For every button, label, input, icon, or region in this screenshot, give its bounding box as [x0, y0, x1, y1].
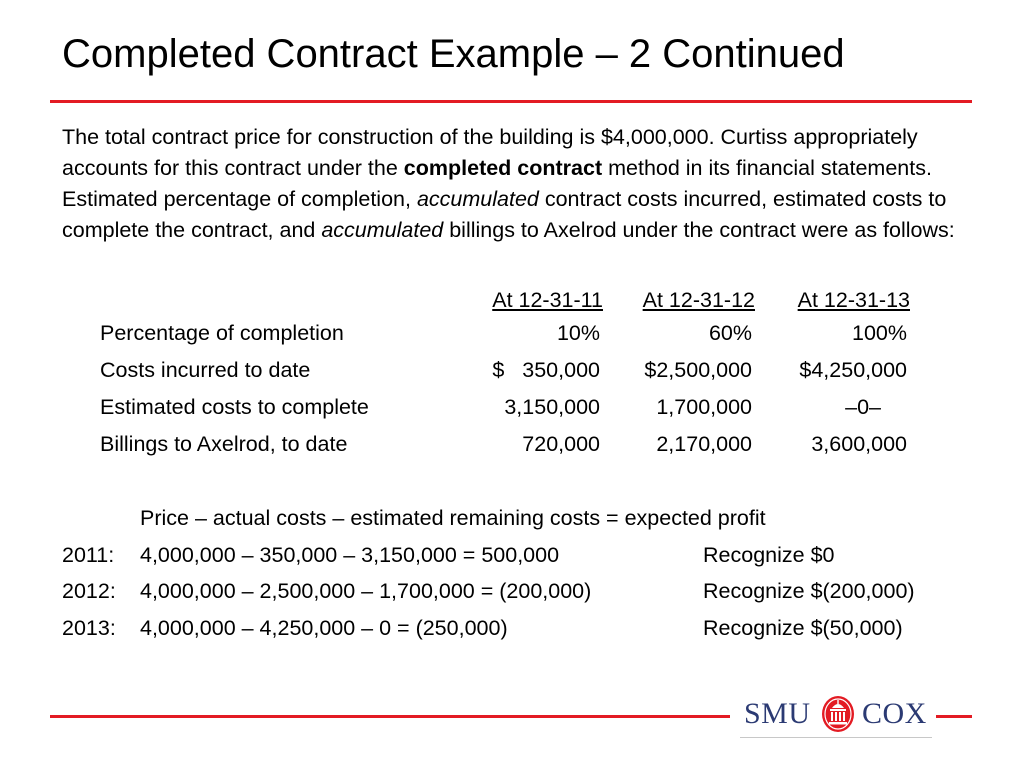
recognize-2013: Recognize $(50,000): [703, 616, 903, 640]
cell-percentage-2013: 100%: [852, 321, 907, 345]
cell-billings-2011: 720,000: [522, 432, 600, 456]
calc-2011: 4,000,000 – 350,000 – 3,150,000 = 500,000: [140, 543, 560, 567]
intro-text-3: contract costs incurred, estimated costs to complete the contract, and: [62, 187, 947, 242]
profit-formula: Price – actual costs – estimated remaining costs = expected profit: [140, 506, 766, 530]
year-label-2011: 2011:: [62, 543, 115, 567]
title-divider: [50, 100, 972, 103]
calc-2012: 4,000,000 – 2,500,000 – 1,700,000 = (200,000): [140, 579, 592, 603]
row-label-estimated-costs: Estimated costs to complete: [100, 395, 369, 419]
row-label-percentage: Percentage of completion: [100, 321, 344, 345]
logo-underline: [740, 737, 932, 738]
intro-paragraph: [62, 122, 967, 246]
footer-divider-right: [936, 715, 972, 718]
footer-divider-left: [50, 715, 730, 718]
cell-costs-incurred-2012: $2,500,000: [644, 358, 752, 382]
smu-cox-logo: [740, 692, 935, 740]
year-label-2013: 2013:: [62, 616, 116, 640]
cell-billings-2013: 3,600,000: [811, 432, 907, 456]
recognize-2012: Recognize $(200,000): [703, 579, 915, 603]
cell-estimated-costs-2012: 1,700,000: [656, 395, 752, 419]
intro-italic-text-2: accumulated: [321, 218, 444, 242]
intro-text-2: method in its financial statements. Estimated percentage of completion,: [62, 156, 932, 211]
column-header-2013: At 12-31-13: [797, 288, 910, 312]
cell-percentage-2011: 10%: [556, 321, 600, 345]
intro-italic-text-1: accumulated: [416, 187, 539, 211]
cell-percentage-2012: 60%: [708, 321, 752, 345]
intro-text-4: billings to Axelrod under the contract were as follows:: [443, 218, 955, 242]
intro-text-1: The total contract price for construction of the building is $4,000,000. Curtiss appropriately accounts for this contract under the: [62, 125, 918, 180]
row-label-costs-incurred: Costs incurred to date: [100, 358, 311, 382]
cell-costs-incurred-2013: $4,250,000: [799, 358, 907, 382]
year-label-2012: 2012:: [62, 579, 116, 603]
cell-billings-2012: 2,170,000: [656, 432, 752, 456]
column-header-2011: At 12-31-11: [492, 288, 603, 312]
column-header-2012: At 12-31-12: [642, 288, 755, 312]
smu-dallas-hall-seal-icon: [821, 695, 855, 733]
cell-estimated-costs-2011: 3,150,000: [504, 395, 600, 419]
slide-title: Completed Contract Example – 2 Continued: [62, 32, 845, 76]
recognize-2011: Recognize $0: [703, 543, 835, 567]
logo-smu-text: SMU: [744, 697, 811, 730]
intro-bold-text: completed contract: [403, 156, 603, 180]
logo-cox-text: COX: [862, 697, 927, 730]
row-label-billings: Billings to Axelrod, to date: [100, 432, 348, 456]
cell-costs-incurred-2011: $ 350,000: [492, 358, 600, 382]
cell-estimated-costs-2013: –0–: [845, 395, 881, 419]
calc-2013: 4,000,000 – 4,250,000 – 0 = (250,000): [140, 616, 508, 640]
